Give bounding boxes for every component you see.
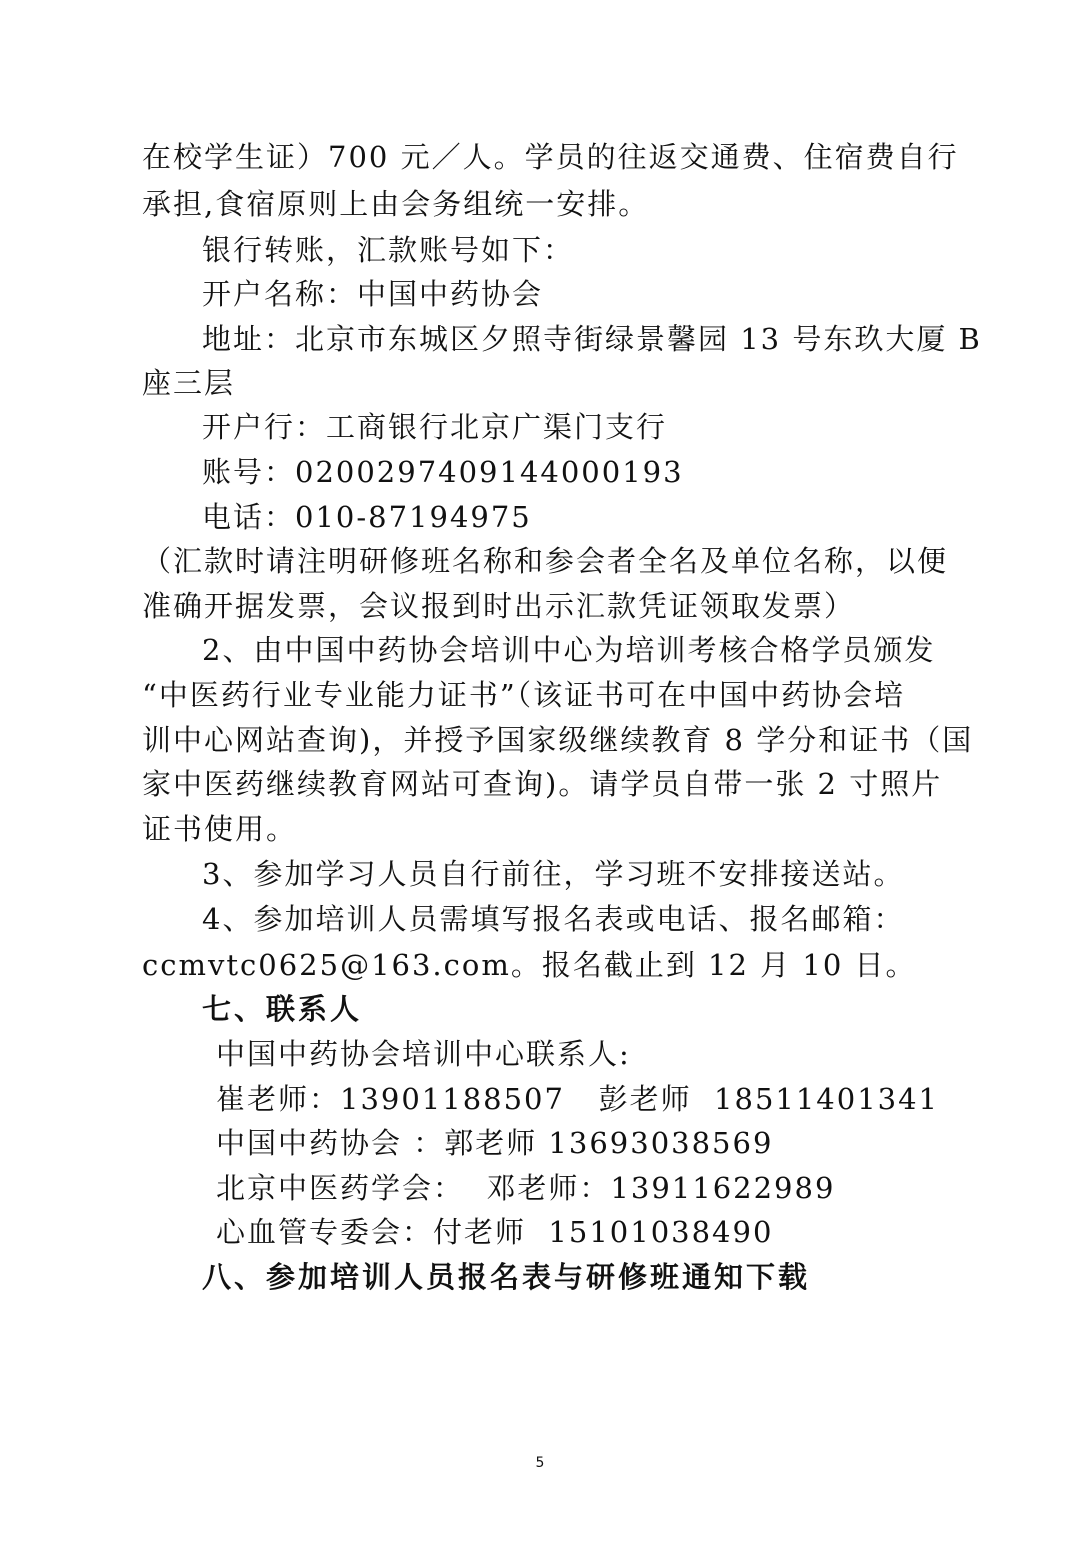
transfer-intro: 银行转账，汇款账号如下： — [202, 233, 575, 267]
remit-note-line-1: （汇款时请注明研修班名称和参会者全名及单位名称，以便 — [142, 544, 949, 578]
contact-deng: 北京中医药学会： 邓老师：13911622989 — [216, 1171, 836, 1205]
contact-cui-peng: 崔老师：13901188507 彭老师 18511401341 — [216, 1082, 940, 1116]
contact-guo: 中国中药协会 ：郭老师 13693038569 — [216, 1126, 774, 1160]
item2-line-1: 2、由中国中药协会培训中心为培训考核合格学员颁发 — [202, 633, 936, 667]
item4-line-2: ccmvtc0625@163.com。报名截止到 12 月 10 日。 — [142, 948, 917, 982]
item3: 3、参加学习人员自行前往，学习班不安排接送站。 — [202, 857, 905, 891]
address-line-2: 座三层 — [142, 366, 236, 400]
item2-line-4: 家中医药继续教育网站可查询)。请学员自带一张 2 寸照片 — [142, 767, 943, 801]
section7-heading: 七、联系人 — [202, 992, 363, 1026]
item2-line-2: “中医药行业专业能力证书”（该证书可在中国中药协会培 — [142, 678, 906, 712]
fee-line-1: 在校学生证）700 元／人。学员的往返交通费、住宿费自行 — [142, 140, 959, 174]
item2-line-5: 证书使用。 — [142, 812, 298, 846]
section8-heading: 八、参加培训人员报名表与研修班通知下载 — [202, 1260, 811, 1294]
account-number: 账号：0200297409144000193 — [202, 455, 684, 489]
address-line-1: 地址：北京市东城区夕照寺街绿景馨园 13 号东玖大厦 B — [202, 322, 982, 356]
fee-line-2: 承担,食宿原则上由会务组统一安排。 — [142, 187, 650, 221]
contact-intro: 中国中药协会培训中心联系人: — [216, 1037, 631, 1071]
page-number: 5 — [535, 1455, 545, 1471]
remit-note-line-2: 准确开据发票，会议报到时出示汇款凭证领取发票） — [142, 589, 856, 623]
bank-name: 开户行：工商银行北京广渠门支行 — [202, 410, 668, 444]
item4-line-1: 4、参加培训人员需填写报名表或电话、报名邮箱： — [202, 902, 905, 936]
item2-line-3: 训中心网站查询)，并授予国家级继续教育 8 学分和证书（国 — [142, 723, 974, 757]
bank-phone: 电话：010-87194975 — [202, 500, 532, 534]
account-name: 开户名称：中国中药协会 — [202, 277, 544, 311]
contact-fu: 心血管专委会：付老师 15101038490 — [216, 1215, 774, 1249]
